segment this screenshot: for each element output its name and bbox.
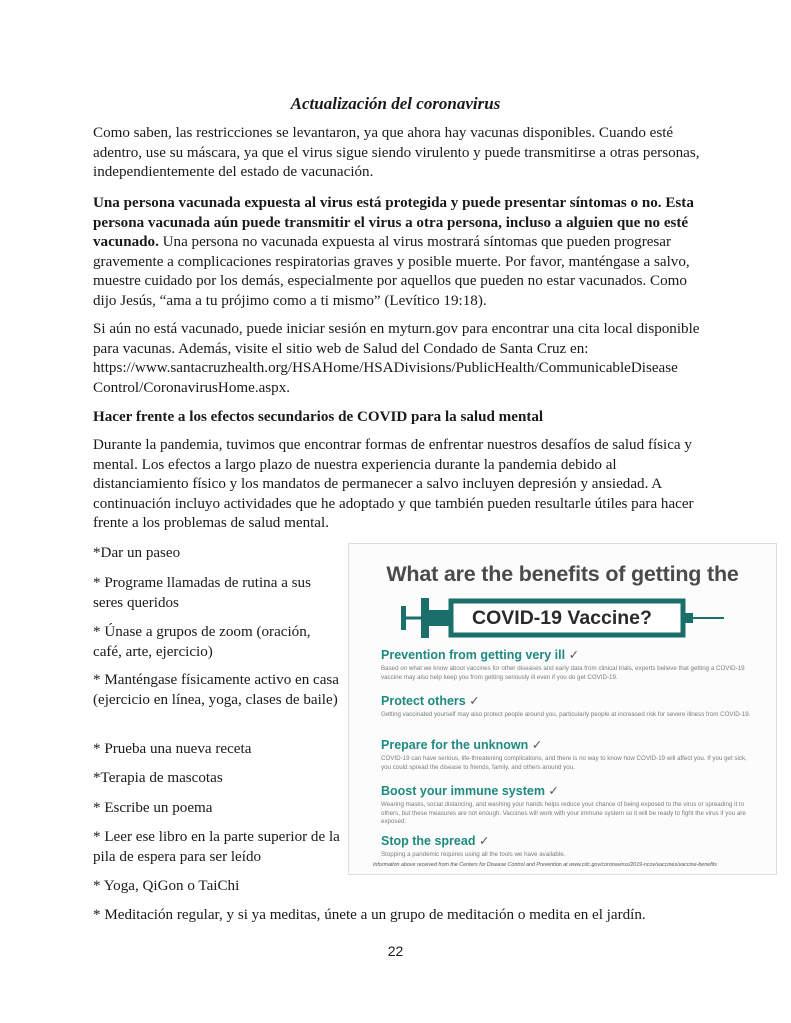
activity-item: * Escribe un poema [93,800,213,816]
activity-item: * Meditación regular, y si ya meditas, únete a un grupo de meditación o medita en el jardín. [93,907,646,923]
benefit-description: Based on what we know about vaccines for other diseases and early data from clinical trials, experts believe that getting a COVID-19 vaccine may also help keep you from getting seriously ill even if you do get COVID-19. [381,665,745,681]
checkmark-icon: ✓ [531,738,543,752]
benefit-title: Prepare for the unknown [381,738,529,752]
benefit-title: Prevention from getting very ill [381,648,566,662]
paragraph-pandemic-coping: Durante la pandemia, tuvimos que encontrar formas de enfrentar nuestros desafíos de salud física y mental. Los efectos a largo plazo de nuestra experiencia durante la pandemia debido al distanciamiento físico y los mandatos de permanecer a salvo incluyen depresión y ansiedad. A continuación incluyo actividades que he adoptado y que también pueden resultarle útiles para hacer frente a los problemas de salud mental. [93,437,694,532]
paragraph-rest-part: Una persona no vacunada expuesta al virus mostrará síntomas que pueden progresar gravemente a complicaciones respiratorias graves y posible muerte. Por favor, manténgase a salvo, muestre cuidado por los demás, especialmente por aquellos que pueden no estar vacunados. Como dijo Jesús, “ama a tu prójimo como a ti mismo” (Levítico 19:18). [93,234,690,309]
benefit-immune-system [381,784,751,827]
checkmark-icon: ✓ [568,648,580,662]
activity-item: * Leer ese libro en la parte superior de la pila de espera para ser leído [93,829,340,865]
activity-item: *Terapia de mascotas [93,770,223,786]
paragraph-vaccine-appointment: Si aún no está vacunado, puede iniciar sesión en myturn.gov para encontrar una cita local disponible para vacunas. Además, visite el sitio web de Salud del Condado de Santa Cruz en: https://www.santacruzhealth.org/HSAHome/HSADivisions/PublicHealth/CommunicableDisease Control/CoronavirusHome.aspx. [93,321,700,396]
page-number: 22 [387,943,404,959]
syringe-hub [683,613,693,623]
infographic-title: What are the benefits of getting the [386,562,739,586]
section-heading-mental-health: Hacer frente a los efectos secundarios de COVID para la salud mental [93,409,544,425]
benefit-description: Wearing masks, social distancing, and washing your hands helps reduce your chance of being exposed to the virus or spreading it to others, but these measures are not enough. Vaccines will work with your immune system so it will be ready to fight the virus if you are exposed. [381,801,746,825]
activity-item: * Únase a grupos de zoom (oración, café, arte, ejercicio) [93,624,311,660]
infographic-source: Information above received from the Centers for Disease Control and Prevention at www.cdc.gov/coronavirus/2019-ncov/vaccines/vaccine-benefits [373,862,717,868]
paragraph-vaccinated-exposure [93,194,705,312]
benefit-title: Protect others [381,694,466,708]
benefit-protect-others [381,694,751,720]
checkmark-icon: ✓ [469,694,480,708]
benefit-prepare-unknown [381,738,751,772]
covid-vaccine-label: COVID-19 Vaccine? [472,607,652,629]
benefit-description: Getting vaccinated yourself may also protect people around you, particularly people at increased risk for severe illness from COVID-19. [381,711,751,718]
benefit-title: Stop the spread [381,834,476,848]
page-title: Actualización del coronavirus [290,94,501,113]
syringe-plunger-cap [401,606,406,630]
activity-item: *Dar un paseo [93,545,181,561]
benefit-description: COVID-19 can have serious, life-threatening complications, and there is no way to know how COVID-19 will affect you. If you get sick, you could spread the disease to friends, family, and others around you. [381,755,747,771]
benefit-title: Boost your immune system [381,784,545,798]
activity-item: * Prueba una nueva receta [93,741,252,757]
syringe-flange [421,598,429,638]
benefit-prevention [381,648,751,682]
checkmark-icon: ✓ [548,784,559,798]
paragraph-bold-part: Una persona vacunada expuesta al virus está protegida y puede presentar síntomas o no. Esta persona vacunada aún puede transmitir el virus a otra persona, incluso a alguien que no esté vacunado. [93,195,694,251]
paragraph-restrictions: Como saben, las restricciones se levantaron, ya que ahora hay vacunas disponibles. Cuando esté adentro, use su máscara, ya que el virus sigue siendo virulento y puede transmitirse a otras personas, independientemente del estado de vacunación. [93,125,700,181]
benefit-description: Stopping a pandemic requires using all the tools we have available. [381,851,566,858]
syringe-plunger [429,610,451,626]
checkmark-icon: ✓ [478,834,490,848]
activity-item: * Programe llamadas de rutina a sus seres queridos [93,575,311,611]
benefit-stop-spread [381,834,751,860]
activity-item: * Manténgase físicamente activo en casa (ejercicio en línea, yoga, clases de baile) [93,672,340,708]
activity-item: * Yoga, QiGon o TaiChi [93,878,240,894]
vaccine-benefits-infographic [348,543,777,875]
